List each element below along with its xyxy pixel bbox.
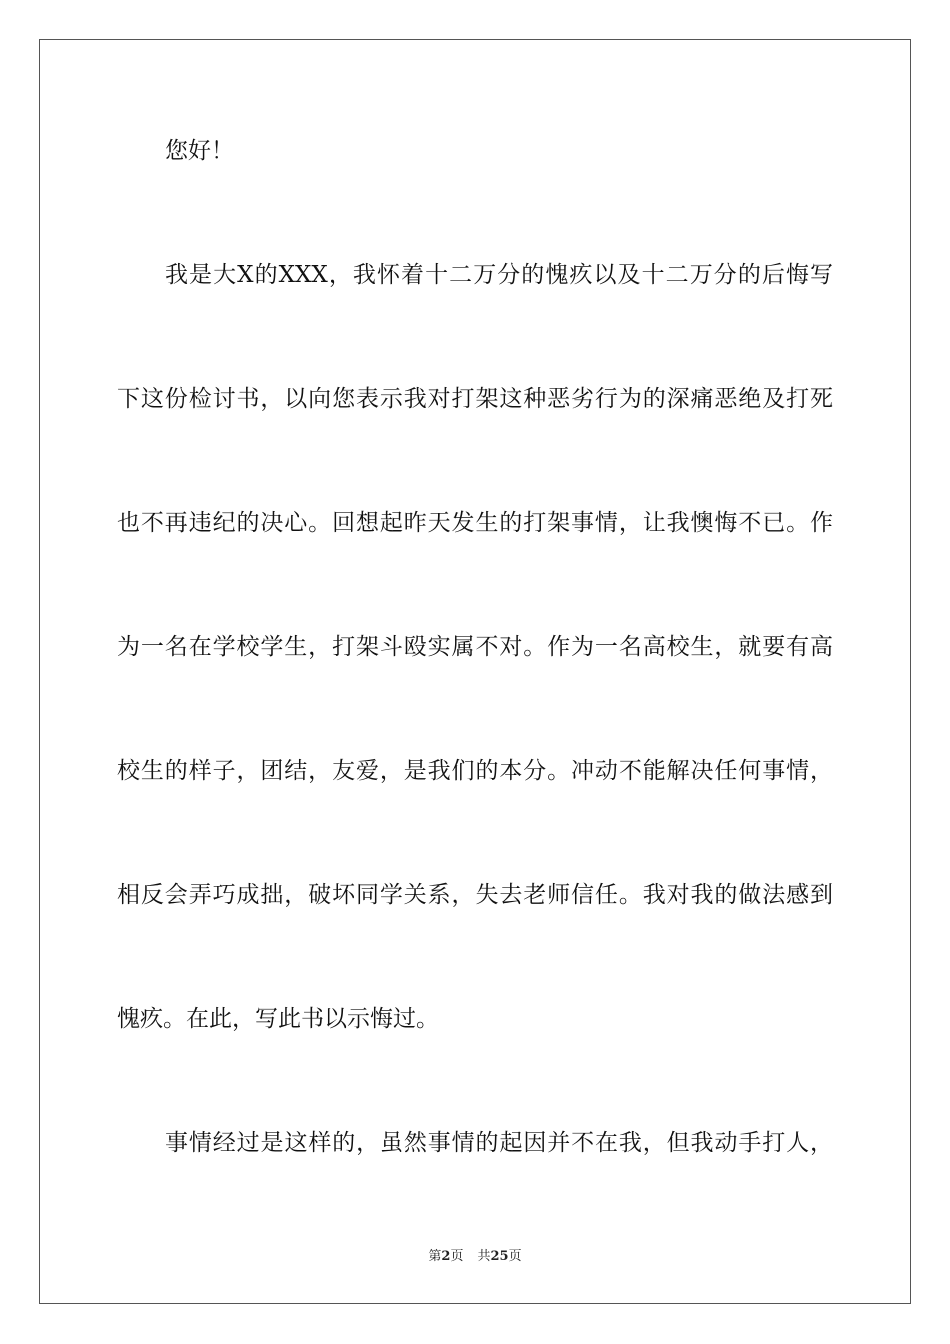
total-prefix: 共 [477,1249,491,1264]
paragraph-line: 相反会弄巧成拙，破坏同学关系，失去老师信任。我对我的做法感到 [117,882,833,908]
paragraph-line: 为一名在学校学生，打架斗殴实属不对。作为一名高校生，就要有高 [117,634,833,660]
paragraph-line: 我是大X的XXX，我怀着十二万分的愧疚以及十二万分的后悔写 [165,262,833,288]
paragraph-line: 也不再违纪的决心。回想起昨天发生的打架事情，让我懊悔不已。作 [117,510,833,536]
paragraph-line: 校生的样子，团结，友爱，是我们的本分。冲动不能解决任何事情， [117,758,833,784]
page-total: 25 [490,1249,509,1264]
page-current: 2 [441,1249,451,1264]
greeting-line: 您好！ [165,138,234,164]
page-footer [0,1248,950,1266]
paragraph-line: 事情经过是这样的，虽然事情的起因并不在我，但我动手打人， [165,1130,833,1156]
page-border [39,39,911,1304]
paragraph-line: 愧疚。在此，写此书以示悔过。 [117,1006,439,1032]
total-suffix: 页 [508,1249,522,1264]
page-prefix: 第 [428,1249,442,1264]
paragraph-line: 下这份检讨书，以向您表示我对打架这种恶劣行为的深痛恶绝及打死 [117,386,833,412]
page-suffix: 页 [450,1249,464,1264]
